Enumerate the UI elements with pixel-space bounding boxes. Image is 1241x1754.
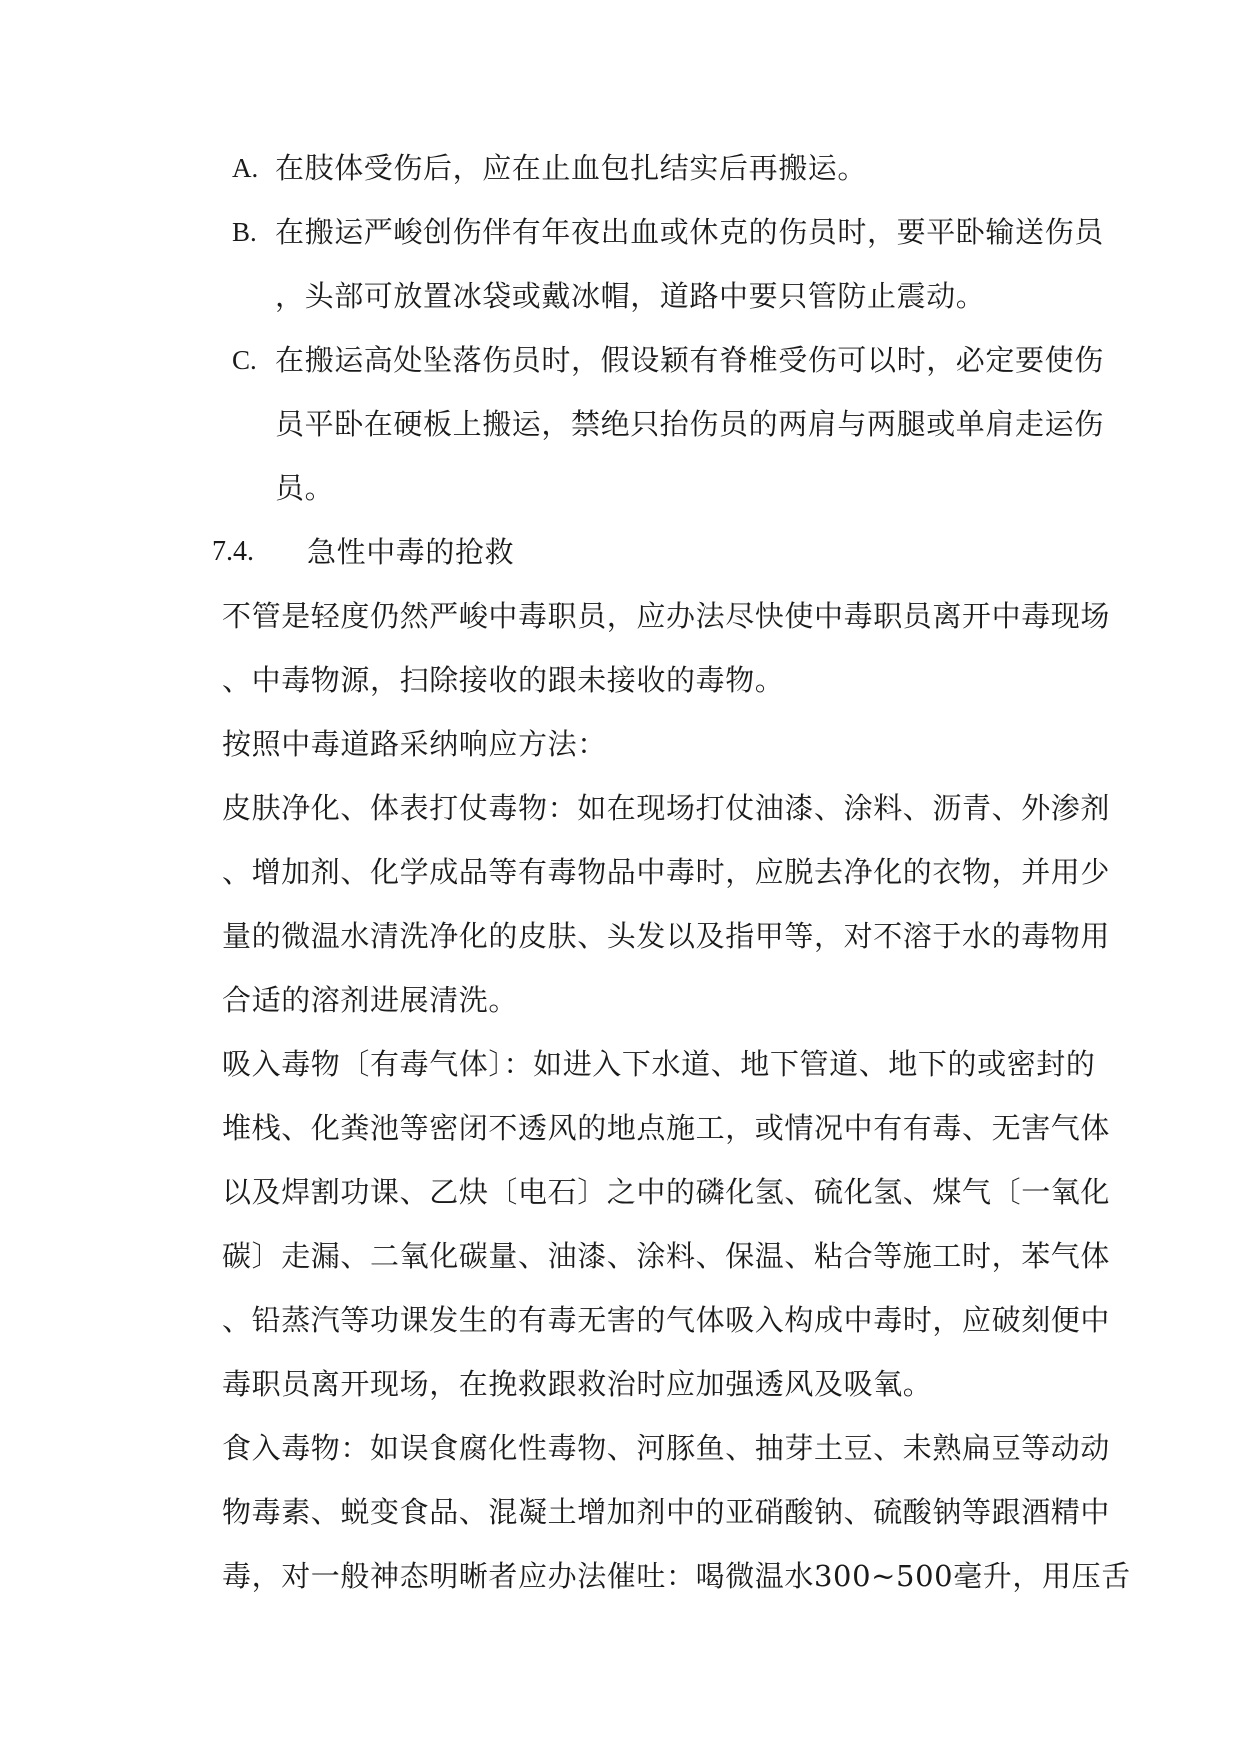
paragraph-4-line-6: 毒职员离开现场，在挽救跟救治时应加强透风及吸氧。 [222, 1367, 933, 1401]
paragraph-4-line-3: 以及焊割功课、乙炔〔电石〕之中的磷化氢、硫化氢、煤气〔一氧化 [222, 1175, 1111, 1209]
section-title: 急性中毒的抢救 [307, 535, 515, 569]
list-item-c-line-2: 员平卧在硬板上搬运，禁绝只抬伤员的两肩与两腿或单肩走运伤 [275, 407, 1104, 441]
paragraph-2-line-1: 按照中毒道路采纳响应方法： [222, 727, 607, 761]
paragraph-5-line-1: 食入毒物：如误食腐化性毒物、河豚鱼、抽芽土豆、未熟扁豆等动动 [222, 1431, 1111, 1465]
paragraph-3-line-3: 量的微温水清洗净化的皮肤、头发以及指甲等，对不溶于水的毒物用 [222, 919, 1111, 953]
paragraph-3-line-2: 、增加剂、化学成品等有毒物品中毒时，应脱去净化的衣物，并用少 [222, 855, 1111, 889]
list-item-b-line-2: ，头部可放置冰袋或戴冰帽，道路中要只管防止震动。 [275, 279, 986, 313]
list-marker-c: C. [232, 345, 257, 375]
list-marker-b: B. [232, 217, 257, 247]
list-item-c-line-1: 在搬运高处坠落伤员时，假设颖有脊椎受伤可以时，必定要使伤 [275, 343, 1104, 377]
list-item-a-line-1: 在肢体受伤后，应在止血包扎结实后再搬运。 [275, 151, 868, 185]
paragraph-3-line-1: 皮肤净化、体表打仗毒物：如在现场打仗油漆、涂料、沥青、外渗剂 [222, 791, 1111, 825]
paragraph-5-line-3: 毒，对一般神态明晰者应办法催吐：喝微温水300~500毫升，用压舌 [222, 1559, 1131, 1593]
list-item-c-line-3: 员。 [275, 471, 335, 505]
list-item-b-line-1: 在搬运严峻创伤伴有年夜出血或休克的伤员时，要平卧输送伤员 [275, 215, 1104, 249]
paragraph-4-line-4: 碳〕走漏、二氧化碳量、油漆、涂料、保温、粘合等施工时，苯气体 [222, 1239, 1111, 1273]
paragraph-3-line-4: 合适的溶剂进展清洗。 [222, 983, 519, 1017]
paragraph-4-line-2: 堆栈、化粪池等密闭不透风的地点施工，或情况中有有毒、无害气体 [222, 1111, 1111, 1145]
paragraph-4-line-1: 吸入毒物〔有毒气体〕：如进入下水道、地下管道、地下的或密封的 [222, 1047, 1096, 1081]
paragraph-1-line-2: 、中毒物源，扫除接收的跟未接收的毒物。 [222, 663, 785, 697]
paragraph-4-line-5: 、铅蒸汽等功课发生的有毒无害的气体吸入构成中毒时，应破刻便中 [222, 1303, 1111, 1337]
section-number: 7.4. [212, 536, 254, 567]
paragraph-1-line-1: 不管是轻度仍然严峻中毒职员，应办法尽快使中毒职员离开中毒现场 [222, 599, 1111, 633]
list-marker-a: A. [232, 153, 259, 183]
paragraph-5-line-2: 物毒素、蜕变食品、混凝土增加剂中的亚硝酸钠、硫酸钠等跟酒精中 [222, 1495, 1111, 1529]
